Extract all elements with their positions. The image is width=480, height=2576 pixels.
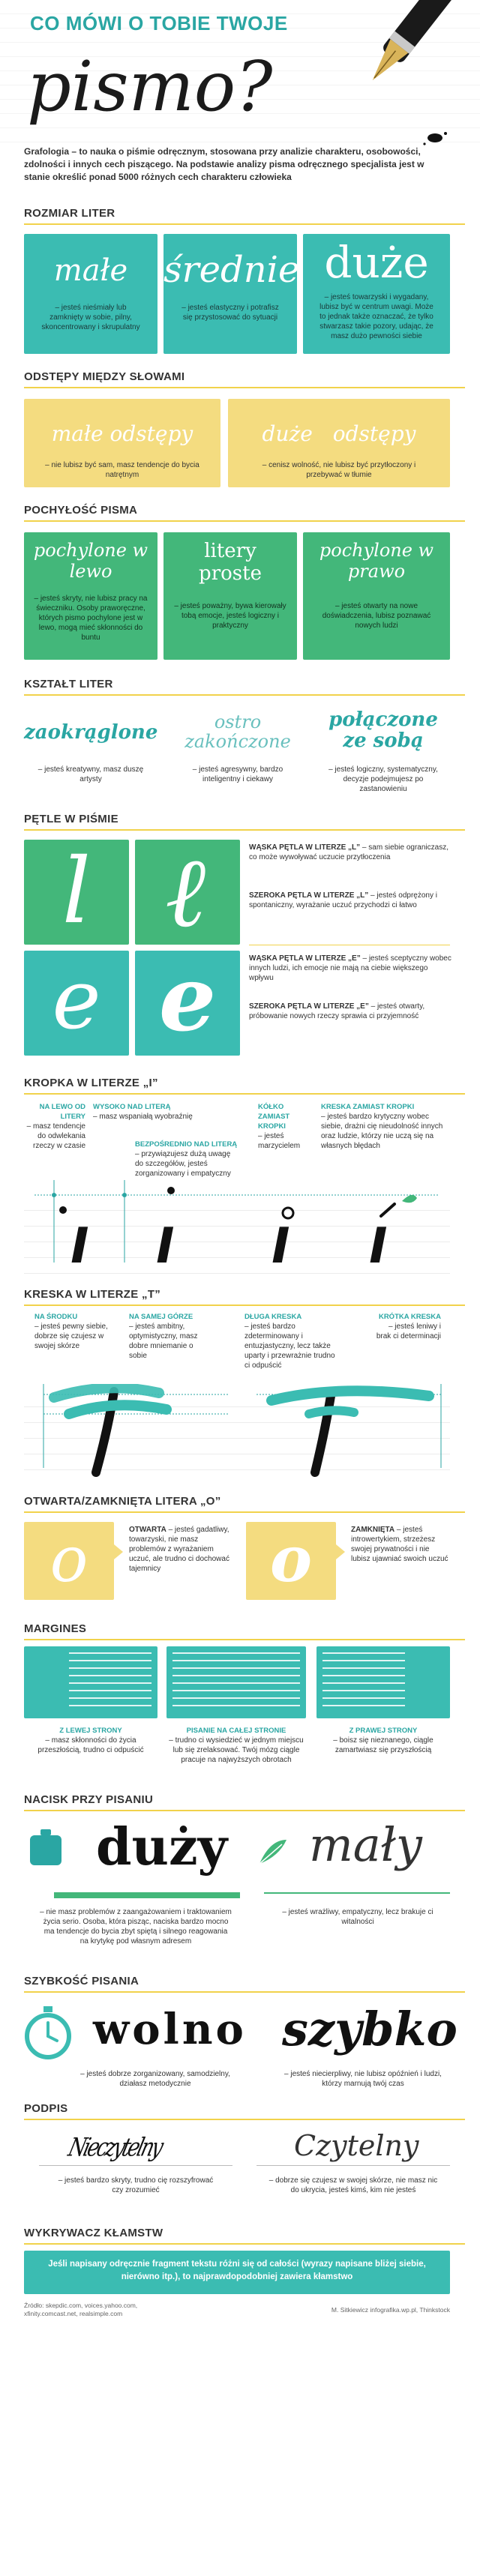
stopwatch-icon — [24, 2006, 72, 2060]
nacisk-panel — [24, 1817, 450, 1990]
page-right-margin — [316, 1646, 450, 1718]
lie-detector-box — [24, 2251, 450, 2294]
svg-text:ı: ı — [272, 1203, 291, 1278]
label-body: – trudno ci wysiedzieć w jednym miejscu lub się zrelaksować. Twój mózg ciągle pracuje na najwyższych obrotach — [169, 1736, 304, 1764]
svg-text:ı: ı — [369, 1203, 388, 1278]
section-header-marginesy — [0, 1616, 480, 1642]
card-word: pochylone w lewo — [33, 540, 148, 582]
page-title-big: pismo? — [27, 46, 273, 127]
label-body: – jesteś introwertykiem, strzeżesz swojej prywatności i nie lubisz ujawniać swoich uczuć — [351, 1526, 448, 1563]
margin-left-caption — [24, 1726, 158, 1755]
margin-full-caption — [166, 1726, 306, 1765]
petla-head: WĄSKA PĘTLA W LITERZE „L” — [249, 843, 361, 852]
section-divider — [24, 1511, 465, 1513]
szybkosc-panel — [24, 2000, 458, 2098]
letter-i-illustrations — [24, 1180, 450, 1278]
margin-right-caption — [316, 1726, 450, 1755]
pressure-word-light: mały — [309, 1817, 422, 1872]
pressure-desc: – nie masz problemów z zaangażowaniem i traktowaniem życia serio. Osoba, która pisząc, naciska bardzo mocno ma tendencje do bycia zbyt spiętą i silnego reagowania na krytykę pod własnym adresem — [40, 1908, 232, 1945]
label-head: OTWARTA — [129, 1526, 166, 1534]
section-title: KSZTAŁT LITER — [24, 678, 113, 690]
pressure-desc: – jesteś wrażliwy, empatyczny, lecz brakuje ci witalności — [282, 1908, 434, 1926]
scribble-lines — [322, 1652, 405, 1712]
tile-closed-o — [246, 1522, 336, 1600]
letter-l-narrow: l — [62, 840, 92, 944]
card-word: średnie — [164, 249, 300, 291]
ksztalt-items — [24, 705, 450, 802]
lie-detector-text: Jeśli napisany odręcznie fragment tekstu różni się od całości (wyrazy napisane bliżej siebie, nierówno itp.), to najprawdopodobniej zawiera kłamstwo — [48, 2260, 426, 2281]
pressure-bar-light — [264, 1892, 450, 1894]
label-head: WYSOKO NAD LITERĄ — [93, 1103, 171, 1111]
card-pochylone-prawo — [303, 532, 450, 660]
label-body: – przywiązujesz dużą uwagę do szczegółów, jesteś zorganizowany i empatyczny — [135, 1150, 231, 1178]
card-male — [24, 234, 158, 354]
section-divider — [24, 2119, 465, 2120]
footer-sources: Źródło: skepdic.com, voices.yahoo.com, xfinity.comcast.net, realsimple.com — [24, 2302, 138, 2317]
kropka-label-2 — [135, 1140, 240, 1179]
label-head: DŁUGA KRESKA — [244, 1313, 302, 1321]
letter-e-wide: e — [158, 946, 217, 1052]
label-head: KRÓTKA KRESKA — [378, 1313, 441, 1321]
kropka-label-4 — [321, 1102, 447, 1151]
card-desc: – nie lubisz być sam, masz tendencje do bycia natrętnym — [45, 461, 200, 479]
svg-text:ı: ı — [156, 1203, 176, 1278]
label-body: – jesteś gadatliwy, towarzyski, nie masz problemów z wyrażaniem uczuć, ale trudno ci dochować tajemnicy — [129, 1526, 230, 1573]
label-head: ZAMKNIĘTA — [351, 1526, 395, 1534]
petla-text-3 — [249, 1002, 452, 1021]
section-title: KROPKA W LITERZE „I” — [24, 1077, 158, 1089]
tile-wide-l — [135, 834, 240, 949]
label-body: – jesteś marzycielem — [258, 1132, 301, 1150]
card-desc: – jesteś skryty, nie lubisz pracy na świeczniku. Osoby praworęczne, których pismo pochylone jest w lewo, mogą mieć skłonności do buntu — [34, 595, 148, 642]
section-header-szybkosc — [0, 1969, 480, 1994]
section-title: WYKRYWACZ KŁAMSTW — [24, 2227, 164, 2239]
card-word: duże odstępy — [262, 421, 416, 446]
signature-desc: – dobrze się czujesz w swojej skórze, nie masz nic do ukrycia, jesteś kimś, kim nie jesteś — [268, 2176, 438, 2194]
petla-body: – jesteś otwarty, próbowanie nowych rzeczy sprawia ci przyjemność — [249, 1002, 425, 1020]
label-body: – masz wspaniałą wyobraźnię — [93, 1113, 193, 1121]
card-desc: – jesteś elastyczny i potrafisz się przystosować do sytuacji — [182, 304, 279, 322]
kreska-label-2 — [244, 1312, 342, 1370]
intro-text: Grafologia – to nauka o piśmie odręcznym, stosowana przy analizie charakteru, osobowości, zdolności i innych cech piszącego. Na podstawie analizy pisma odręcznego specjalista jest w stanie określić ponad 5000 różnych cech charakteru człowieka — [24, 146, 424, 182]
label-body: – boisz się nieznanego, ciągle zamartwiasz się przyszłością — [333, 1736, 434, 1754]
svg-text:ı: ı — [70, 1203, 90, 1278]
section-divider — [24, 694, 465, 696]
pressure-word-heavy: duży — [96, 1817, 228, 1877]
kreska-label-0 — [34, 1312, 117, 1351]
section-divider — [24, 2243, 465, 2245]
card-duze — [303, 234, 450, 354]
label-head: KÓŁKO ZAMIAST KROPKI — [258, 1103, 290, 1131]
scribble-lines — [69, 1652, 152, 1712]
label-head: BEZPOŚREDNIO NAD LITERĄ — [135, 1140, 238, 1149]
section-divider — [24, 387, 465, 388]
shape-desc: – jesteś logiczny, systematyczny, decyzje podejmujesz po zastanowieniu — [328, 765, 438, 793]
label-head: Z LEWEJ STRONY — [59, 1727, 122, 1735]
scribble-lines — [172, 1652, 300, 1712]
section-header-klamstwa — [0, 2221, 480, 2246]
section-header-ksztalt — [0, 672, 480, 697]
footer-credit: M. Sitkiewicz infografika.wp.pl, Thinkstock — [331, 2306, 450, 2314]
label-head: PISANIE NA CAŁEJ STRONIE — [186, 1727, 286, 1735]
section-title: MARGINES — [24, 1622, 87, 1635]
signature-line — [39, 2165, 232, 2166]
kropka-label-1 — [93, 1102, 206, 1122]
card-desc: – cenisz wolność, nie lubisz być przytłoczony i przebywać w tłumie — [262, 461, 416, 479]
section-header-petle — [0, 807, 480, 832]
section-title: OTWARTA/ZAMKNIĘTA LITERA „O” — [24, 1495, 221, 1508]
section-header-kreska — [0, 1282, 480, 1307]
speed-desc: – jesteś niecierpliwy, nie lubisz opóźnień i ludzi, którzy marnują twój czas — [284, 2070, 442, 2088]
card-desc: – jesteś towarzyski i wygadany, lubisz być w centrum uwagi. Może to jednak także oznaczać, że tylko stwarzasz takie pozory, udając, że masz dużo pewności siebie — [320, 293, 434, 340]
label-body: – masz tendencje do odwlekania rzeczy w czasie — [26, 1122, 86, 1150]
card-pochylone-lewo — [24, 532, 158, 660]
card-desc: – jesteś otwarty na nowe doświadczenia, lubisz poznawać nowych ludzi — [322, 602, 431, 630]
kropka-panel — [24, 1098, 450, 1278]
tile-open-o — [24, 1522, 114, 1600]
signature-illegible: Nieczytelny — [65, 2133, 164, 2163]
label-body: – jesteś bardzo zdeterminowany i entuzjastyczny, lecz także uparty i przewrażnie trudno ci odpuścić — [244, 1322, 335, 1370]
page-left-margin — [24, 1646, 158, 1718]
marginesy-panel — [24, 1646, 450, 1781]
feather-icon — [256, 1837, 290, 1867]
podpis-panel — [24, 2126, 450, 2207]
section-divider — [24, 1991, 465, 1993]
pointer-arrow — [336, 1544, 345, 1559]
label-body: – jesteś ambitny, optymistyczny, masz dobre mniemanie o sobie — [129, 1322, 198, 1360]
petla-body: – jesteś odprężony i spontaniczny, wyrażanie uczuć przychodzi ci łatwo — [249, 891, 437, 909]
card-male-odstepy — [24, 399, 220, 487]
pressure-bar-heavy — [54, 1892, 240, 1898]
label-body: – jesteś bardzo krytyczny wobec siebie, drażni cię nieudolność innych oraz ludzie, którzy nie uczą się na własnych błędach — [321, 1113, 443, 1150]
signature-legible: Czytelny — [294, 2129, 419, 2162]
petla-body: – sam siebie ograniczasz, co może wywoływać uczucie przytłoczenia — [249, 843, 448, 861]
section-title: ROZMIAR LITER — [24, 207, 116, 220]
letter-t-illustrations — [24, 1384, 450, 1480]
section-title: NACISK PRZY PISANIU — [24, 1793, 154, 1806]
shape-word: zaokrąglone — [24, 721, 158, 744]
tile-wide-e — [135, 946, 240, 1056]
section-divider — [24, 1093, 465, 1095]
section-divider — [24, 520, 465, 522]
label-body: – masz skłonności do życia przeszłością, trudno ci odpuścić — [38, 1736, 144, 1754]
section-divider — [24, 1304, 465, 1306]
label-body: – jesteś pewny siebie, dobrze się czujesz w swojej skórze — [34, 1322, 108, 1350]
speed-word-fast: szybko — [282, 2002, 458, 2056]
petla-head: SZEROKA PĘTLA W LITERZE „L” — [249, 891, 369, 900]
letter-o-open: o — [50, 1523, 88, 1596]
letter-e-narrow: e — [52, 951, 101, 1047]
petla-text-0 — [249, 843, 452, 862]
section-divider — [24, 1639, 465, 1640]
petla-head: SZEROKA PĘTLA W LITERZE „E” — [249, 1002, 369, 1011]
otwarta-text — [129, 1525, 234, 1574]
section-header-pochylosc — [0, 498, 480, 523]
petla-text-1 — [249, 891, 452, 910]
label-head: NA LEWO OD LITERY — [39, 1103, 86, 1121]
section-divider — [24, 223, 465, 225]
shape-desc: – jesteś kreatywny, masz duszę artysty — [38, 765, 144, 783]
section-header-nacisk — [0, 1787, 480, 1813]
signature-desc: – jesteś bardzo skryty, trudno cię rozszyfrować czy zrozumieć — [58, 2176, 214, 2194]
section-title: ODSTĘPY MIĘDZY SŁOWAMI — [24, 370, 185, 383]
shape-word: połączone ze sobą — [328, 708, 438, 752]
card-word: litery proste — [199, 540, 262, 585]
section-header-podpis — [0, 2096, 480, 2122]
kreska-label-1 — [129, 1312, 212, 1361]
kreska-panel — [24, 1309, 450, 1480]
section-divider — [24, 829, 465, 831]
section-header-otwarta — [0, 1489, 480, 1514]
zamknieta-text — [351, 1525, 450, 1564]
label-body: – jesteś leniwy i brak ci determinacji — [376, 1322, 441, 1340]
speed-word-slow: wolno — [93, 2005, 247, 2054]
card-word: małe odstępy — [51, 421, 194, 446]
label-head: NA ŚRODKU — [34, 1313, 78, 1321]
signature-line — [256, 2165, 450, 2166]
page-title: CO MÓWI O TOBIE TWOJE — [30, 12, 288, 34]
card-desc: – jesteś poważny, bywa kierowały tobą emocje, jesteś logiczny i praktyczny — [174, 602, 286, 630]
section-title: PĘTLE W PIŚMIE — [24, 813, 118, 825]
card-word: małe — [53, 253, 128, 288]
card-duze-odstepy — [228, 399, 450, 487]
fountain-pen-icon — [300, 0, 480, 142]
section-title: PODPIS — [24, 2102, 68, 2115]
section-title: KRESKA W LITERZE „T” — [24, 1288, 161, 1301]
petla-head: WĄSKA PĘTLA W LITERZE „E” — [249, 954, 361, 963]
weight-icon — [27, 1828, 64, 1867]
pointer-arrow — [114, 1544, 123, 1559]
tile-narrow-e — [24, 951, 129, 1056]
card-srednie — [164, 234, 300, 354]
section-header-rozmiar — [0, 201, 480, 226]
section-header-odstepy — [0, 364, 480, 390]
section-title: POCHYŁOŚĆ PISMA — [24, 504, 138, 517]
section-header-kropka — [0, 1071, 480, 1096]
section-divider — [24, 1810, 465, 1811]
otwarta-panel — [24, 1522, 450, 1612]
label-head: NA SAMEJ GÓRZE — [129, 1313, 194, 1321]
section-title: SZYBKOŚĆ PISANIA — [24, 1975, 140, 1987]
letter-l-wide: ℓ — [166, 834, 208, 949]
page-full — [166, 1646, 306, 1718]
kropka-label-3 — [258, 1102, 314, 1151]
card-desc: – jesteś nieśmiały lub zamknięty w sobie, pilny, skoncentrowany i skrupulatny — [41, 304, 140, 331]
card-word: pochylone w prawo — [319, 540, 434, 582]
letter-o-closed: o — [269, 1522, 313, 1596]
card-word: duże — [324, 237, 429, 288]
kropka-label-0 — [24, 1102, 86, 1151]
petla-text-2 — [249, 954, 452, 983]
shape-word: ostro zakończone — [184, 711, 291, 752]
card-litery-proste — [164, 532, 297, 660]
kreska-label-3 — [374, 1312, 441, 1341]
feather-icon — [402, 1195, 417, 1203]
label-head: Z PRAWEJ STRONY — [349, 1727, 418, 1735]
petla-body: – jesteś sceptyczny wobec innych ludzi, ich emocje nie mają na ciebie większego wpływu — [249, 954, 452, 982]
shape-desc: – jesteś agresywny, bardzo inteligentny i ciekawy — [192, 765, 284, 783]
label-head: KRESKA ZAMIAST KROPKI — [321, 1103, 415, 1111]
tile-narrow-l — [24, 840, 129, 945]
speed-desc: – jesteś dobrze zorganizowany, samodzielny, działasz metodycznie — [80, 2070, 230, 2088]
